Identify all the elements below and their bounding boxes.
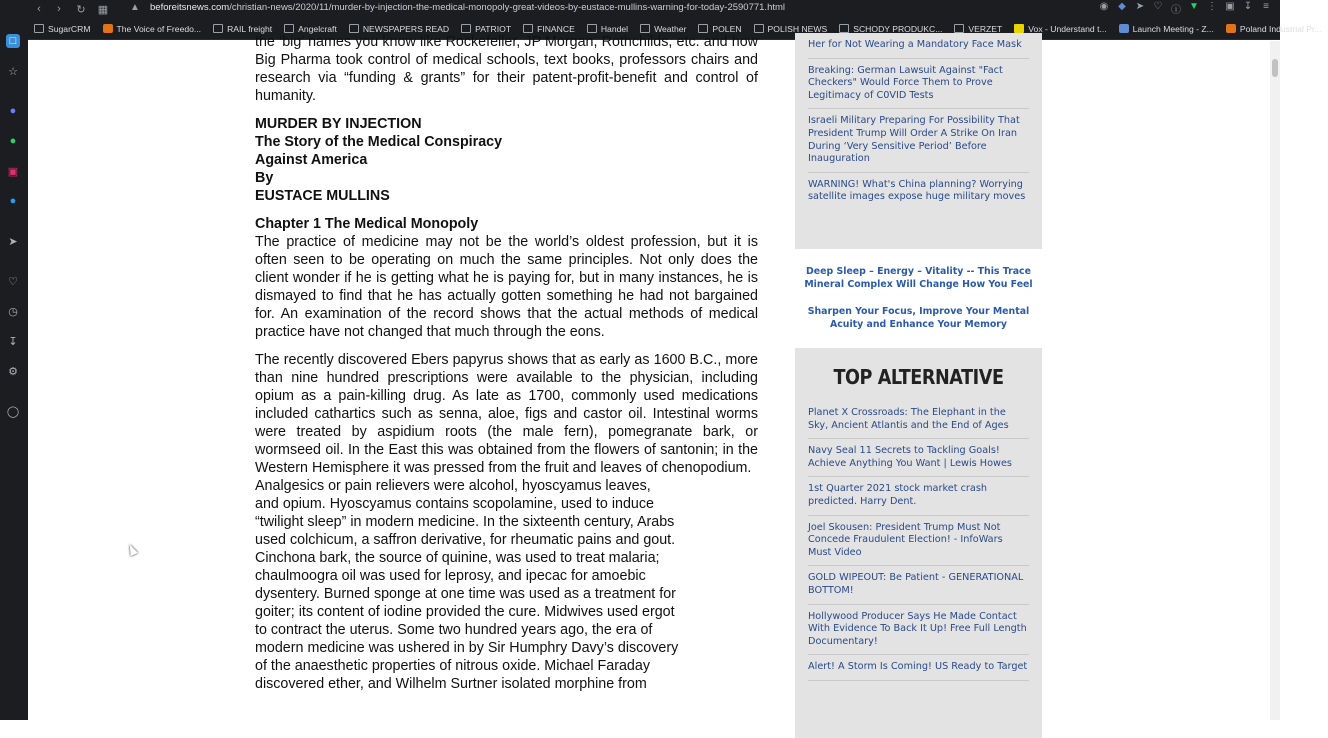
bookmark-label: Angelcraft (298, 23, 337, 34)
camera-icon[interactable]: ◉ (1099, 1, 1109, 12)
chapter-heading: Chapter 1 The Medical Monopoly (255, 216, 479, 232)
bookmark-label: RAIL freight (227, 23, 273, 34)
forward-icon[interactable]: › (57, 3, 61, 15)
bookmark-label: Weather (654, 23, 687, 34)
history-icon[interactable]: ◷ (8, 305, 18, 318)
text-line: modern medicine was ushered in by Sir Humphry Davy’s discovery (255, 640, 679, 656)
send-icon[interactable]: ➤ (1135, 1, 1145, 12)
messenger-icon[interactable]: ● (9, 105, 17, 117)
browser-toolbar (0, 0, 1280, 18)
speed-dial-icon[interactable]: □ (6, 34, 20, 48)
news-link[interactable]: Her for Not Wearing a Mandatory Face Mask (808, 33, 1029, 59)
text-line: chaulmoogra oil was used for leprosy, and ipecac for amoebic (255, 568, 646, 584)
text-line: used colchicum, a saffron derivative, for rheumatic pains and gout. (255, 532, 676, 548)
heart-icon[interactable]: ♡ (1153, 1, 1163, 12)
bookmark-label: VERZET (968, 23, 1003, 34)
title-line: By (255, 170, 274, 186)
heart-icon[interactable]: ♡ (8, 275, 18, 288)
paragraph-1: The practice of medicine may not be the world’s oldest profession, but it is often seen to be operating on much the same principles. Not only does the client wonder if he is getting what he is paying for, but in many instances, he is dismayed to find that he has actually gotten something he had not bargained for. An examination of the record shows that the actual methods of medical practice have not changed that much through the eons. (255, 234, 758, 340)
title-line: EUSTACE MULLINS (255, 188, 390, 204)
intro-paragraph: the ‘big’ names you know like Rockefeller, JP Morgan, Rothchilds, etc. and how Big Pharma took control of medical schools, text books, professors chairs and research via “funding & grants” for their patent-profit-benefit and control of humanity. (255, 34, 758, 104)
text-line: discovered ether, and Wilhelm Surtner isolated morphine from (255, 676, 647, 692)
widget-title: TOP ALTERNATIVE (833, 365, 1004, 389)
text-line: Cinchona bark, the source of quinine, was used to treat malaria; (255, 550, 660, 566)
settings-icon[interactable]: ⚙ (8, 365, 18, 378)
title-line: The Story of the Medical Conspiracy (255, 134, 503, 150)
bookmark-label: PATRIOT (475, 23, 512, 34)
bookmark-item[interactable] (97, 19, 208, 39)
site-favicon-icon (1014, 24, 1024, 33)
top-alternative-widget (795, 348, 1042, 738)
title-line: MURDER BY INJECTION (255, 116, 422, 132)
folder-icon (640, 24, 650, 33)
folder-icon (587, 24, 597, 33)
text-line: goiter; its content of iodine provided the cure. Midwives used ergot (255, 604, 675, 620)
bookmark-item[interactable] (28, 19, 97, 39)
related-news-widget (795, 33, 1042, 249)
tabs-grid-icon[interactable]: ▦ (97, 3, 109, 16)
bookmark-item[interactable] (1113, 19, 1220, 39)
text-line: dysentery. Burned sponge at one time was used as a treatment for (255, 586, 676, 602)
scroll-thumb[interactable] (1272, 59, 1278, 77)
paragraph-2: The recently discovered Ebers papyrus shows that as early as 1600 B.C., more than nine hundred prescriptions were available to the physician, including opium as a pain-killing drug. As late as 1700, commonly used medications included cathartics such as senna, aloe, figs and castor oil. Intestinal worms were treated by aspidium roots (the male fern), pomegranate bark, or wormseed oil. In the East this was obtained from the flowers of santonin; in the Western Hemisphere it was pressed from the fruit and leaves of chenopodium. (255, 352, 758, 476)
bookmark-item[interactable] (1220, 19, 1328, 39)
alternative-link[interactable]: Planet X Crossroads: The Elephant in the Sky, Ancient Atlantis and the End of Ages (808, 401, 1029, 439)
alternative-link[interactable]: Joel Skousen: President Trump Must Not Concede Fraudulent Election! - InfoWars Must Video (808, 516, 1029, 567)
bookmark-label: POLISH NEWS (767, 23, 828, 34)
alternative-link[interactable]: Navy Seal 11 Secrets to Tackling Goals! Achieve Anything You Want | Lewis Howes (808, 439, 1029, 477)
toolbar-actions (1098, 1, 1272, 16)
folder-icon (698, 24, 708, 33)
title-line: Against America (255, 152, 368, 168)
bookmark-label: The Voice of Freedo... (116, 23, 202, 34)
browser-sidebar (0, 18, 28, 720)
cube-icon[interactable]: ▣ (1225, 1, 1235, 12)
folder-icon (839, 24, 849, 33)
twitter-icon[interactable]: ● (9, 195, 17, 207)
reload-icon[interactable]: ↻ (76, 3, 86, 16)
send-icon[interactable]: ➤ (8, 235, 18, 248)
url-path: /christian-news/2020/11/murder-by-injection-the-medical-monopoly-great-videos-by-eustace-mullins-warning-for-today-2590771.html (229, 2, 786, 13)
site-favicon-icon (1119, 24, 1129, 33)
bookmark-label: Vox - Understand t... (1028, 23, 1107, 34)
bookmark-label: FINANCE (537, 23, 575, 34)
bookmark-label: SCHODY PRODUKC... (853, 23, 943, 34)
folder-icon (461, 24, 471, 33)
site-favicon-icon (103, 24, 113, 33)
text-line: Analgesics or pain relievers were alcohol, hyoscyamus leaves, (255, 478, 651, 494)
site-favicon-icon (1226, 24, 1236, 33)
folder-icon (349, 24, 359, 33)
back-icon[interactable]: ‹ (37, 3, 41, 15)
bookmark-label: Launch Meeting - Z... (1132, 23, 1214, 34)
settings-icon[interactable]: ≡ (1263, 1, 1269, 12)
folder-icon (213, 24, 223, 33)
article-body (255, 33, 758, 693)
folder-icon (754, 24, 764, 33)
bookmarks-icon[interactable]: ☆ (8, 65, 18, 78)
not-secure-icon[interactable]: ▲ (130, 2, 140, 13)
info-icon[interactable]: ⓘ (1171, 5, 1181, 16)
bookmark-label: Handel (600, 23, 629, 34)
instagram-icon[interactable]: ▣ (7, 165, 19, 178)
menu-icon[interactable]: ⋮ (1207, 1, 1217, 12)
address-bar[interactable] (150, 2, 785, 13)
web-page (28, 34, 1270, 720)
text-line: of the anaesthetic properties of nitrous oxide. Michael Faraday (255, 658, 650, 674)
text-line: “twilight sleep” in modern medicine. In the sixteenth century, Arabs (255, 514, 675, 530)
folder-icon (523, 24, 533, 33)
promo-link-sleep[interactable]: Deep Sleep – Energy – Vitality -- This Trace Mineral Complex Will Change How You Feel (804, 266, 1033, 290)
download-icon[interactable]: ↧ (8, 335, 18, 348)
book-title-block (255, 115, 758, 205)
download-icon[interactable]: ↧ (1243, 1, 1253, 12)
news-link[interactable]: Israeli Military Preparing For Possibility That President Trump Will Order A Strike On Iran During ‘Very Sensitive Period’ Before Inauguration (808, 109, 1029, 172)
paragraph-3 (255, 477, 695, 693)
alternative-link[interactable]: 1st Quarter 2021 stock market crash predicted. Harry Dent. (808, 477, 1029, 515)
vpn-icon[interactable]: ▼ (1189, 1, 1199, 12)
folder-icon (954, 24, 964, 33)
alternative-link[interactable]: Hollywood Producer Says He Made Contact With Evidence To Back It Up! Free Full Length Documentary! (808, 605, 1029, 656)
folder-icon (284, 24, 294, 33)
promo-link-focus[interactable]: Sharpen Your Focus, Improve Your Mental Acuity and Enhance Your Memory (807, 306, 1030, 330)
folder-icon (34, 24, 44, 33)
shield-icon[interactable]: ◆ (1118, 1, 1126, 12)
top-alternative-list (808, 401, 1029, 681)
news-link[interactable]: Breaking: German Lawsuit Against "Fact Checkers" Would Force Them to Prove Legitimacy of C0VID Tests (808, 59, 1029, 110)
text-line: and opium. Hyoscyamus contains scopolamine, used to induce (255, 496, 654, 512)
bookmark-label: POLEN (712, 23, 742, 34)
lightbulb-icon[interactable]: ◯ (6, 405, 20, 418)
url-domain: beforeitsnews.com (150, 2, 230, 13)
alternative-link[interactable]: GOLD WIPEOUT: Be Patient - GENERATIONAL BOTTOM! (808, 566, 1029, 604)
page-scrollbar[interactable] (1270, 41, 1280, 720)
text-line: to contract the uterus. Some two hundred years ago, the era of (255, 622, 653, 638)
news-link[interactable]: WARNING! What's China planning? Worrying satellite images expose huge military moves (808, 178, 1026, 203)
bookmark-label: NEWSPAPERS READ (362, 23, 450, 34)
whatsapp-icon[interactable]: ● (9, 135, 17, 147)
alternative-link[interactable]: Alert! A Storm Is Coming! US Ready to Target (808, 655, 1029, 681)
bookmark-label: SugarCRM (48, 23, 91, 34)
bookmark-label: Poland Industrial Pr... (1239, 23, 1322, 34)
